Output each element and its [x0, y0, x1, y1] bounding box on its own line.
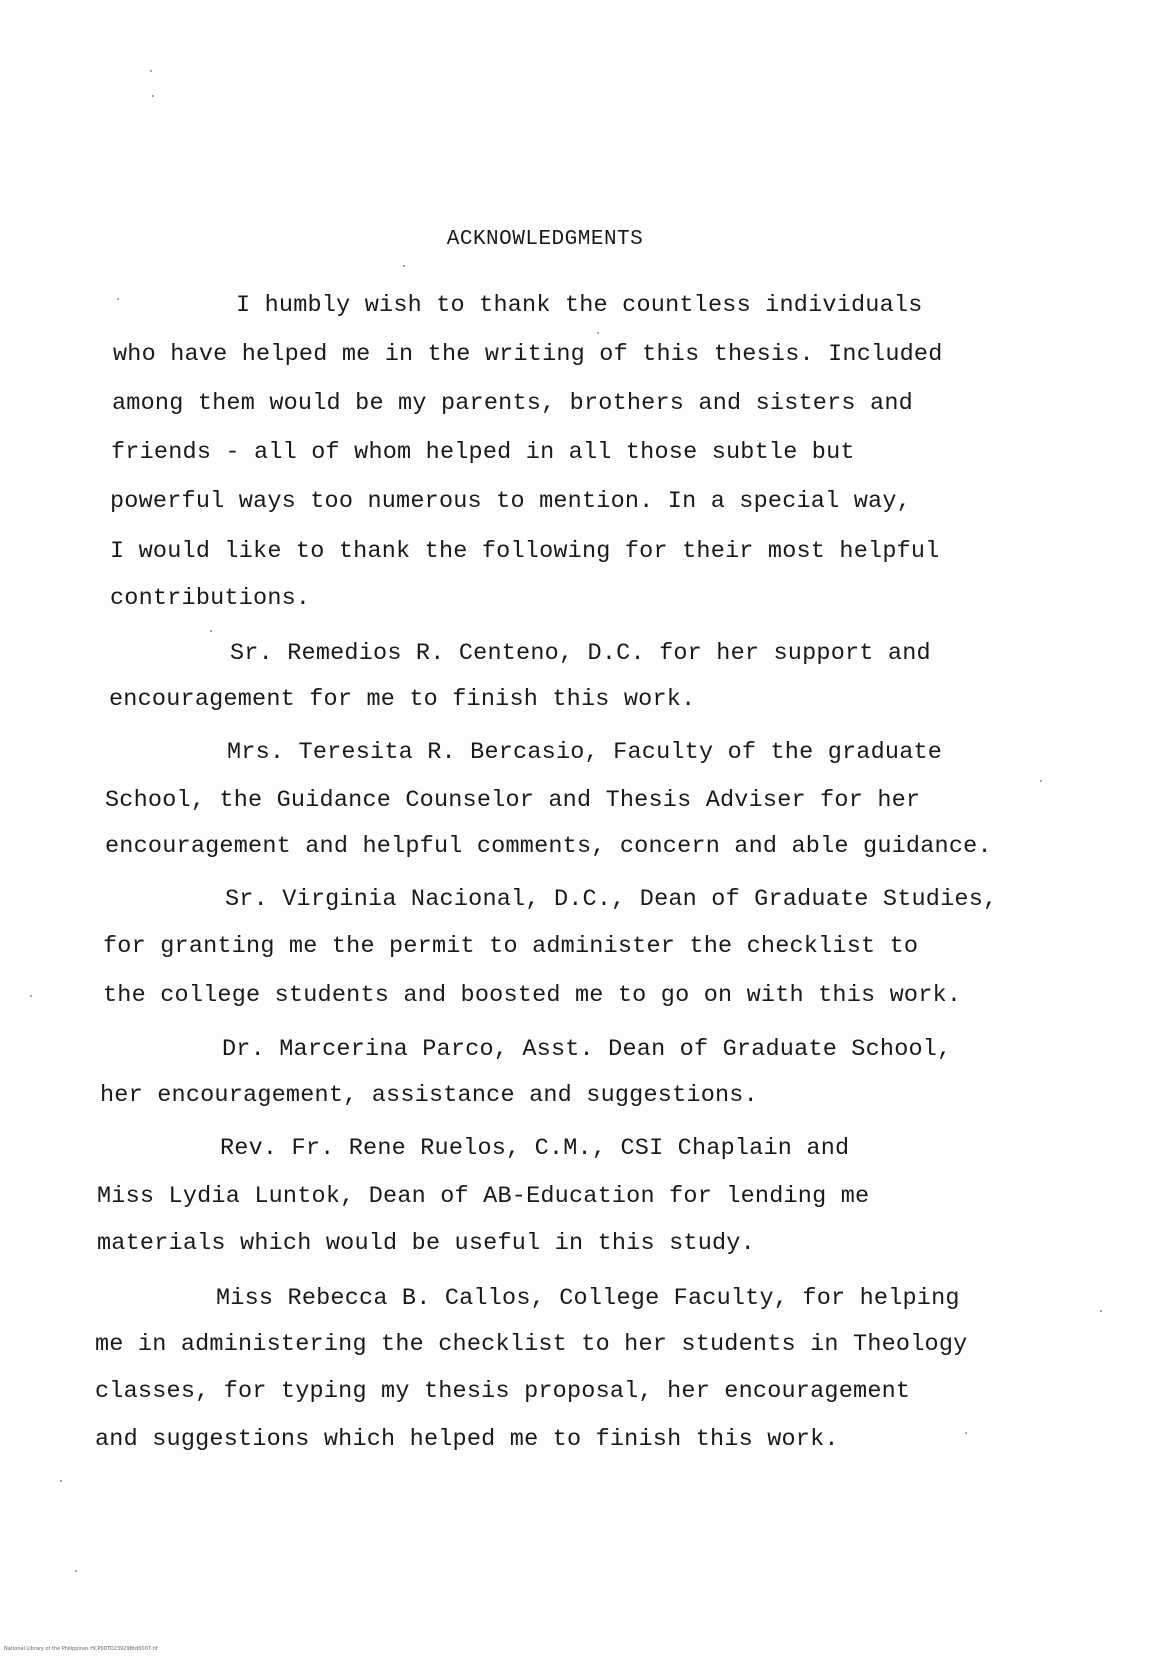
- scan-speck: [60, 1480, 62, 1482]
- scan-footer: National Library of the Philippines HCP00TD23929Btd0007.tif: [4, 1646, 158, 1652]
- scan-speck: [75, 1570, 77, 1572]
- text-line: Miss Lydia Luntok, Dean of AB-Education for lending me: [97, 1183, 870, 1210]
- scan-speck: [1100, 1310, 1102, 1312]
- text-line: Sr. Virginia Nacional, D.C., Dean of Graduate Studies,: [225, 886, 998, 913]
- scan-speck: [152, 95, 154, 97]
- scan-speck: [30, 995, 32, 997]
- scan-speck: [403, 265, 405, 267]
- text-line: the college students and boosted me to go on with this work.: [103, 982, 962, 1009]
- text-line: Sr. Remedios R. Centeno, D.C. for her support and: [230, 640, 931, 667]
- text-line: Mrs. Teresita R. Bercasio, Faculty of the graduate: [227, 739, 943, 766]
- text-line: among them would be my parents, brothers and sisters and: [112, 390, 913, 417]
- text-line: who have helped me in the writing of this thesis. Included: [113, 341, 943, 368]
- text-line: for granting me the permit to administer the checklist to: [103, 933, 919, 960]
- scan-speck: [597, 332, 599, 334]
- text-line: Rev. Fr. Rene Ruelos, C.M., CSI Chaplain and: [220, 1135, 850, 1162]
- text-line: materials which would be useful in this study.: [97, 1230, 755, 1257]
- text-line: Dr. Marcerina Parco, Asst. Dean of Graduate School,: [222, 1036, 952, 1063]
- text-line: me in administering the checklist to her students in Theology: [95, 1331, 968, 1358]
- text-line: and suggestions which helped me to finish this work.: [95, 1426, 839, 1453]
- text-line: Miss Rebecca B. Callos, College Faculty, for helping: [216, 1285, 960, 1312]
- scan-speck: [117, 298, 119, 300]
- scan-speck: [965, 1432, 967, 1434]
- text-line: encouragement and helpful comments, concern and able guidance.: [105, 833, 992, 860]
- text-line: friends - all of whom helped in all those subtle but: [111, 439, 855, 466]
- text-line: I would like to thank the following for their most helpful: [110, 538, 940, 565]
- text-line: encouragement for me to finish this work.: [109, 686, 696, 713]
- scan-speck: [150, 70, 152, 72]
- scan-speck: [210, 630, 212, 632]
- text-line: her encouragement, assistance and suggestions.: [100, 1082, 758, 1109]
- text-line: I humbly wish to thank the countless individuals: [236, 292, 923, 319]
- scan-speck: [1040, 780, 1042, 782]
- page-heading: ACKNOWLEDGMENTS: [446, 228, 644, 251]
- text-line: School, the Guidance Counselor and Thesis Adviser for her: [105, 787, 921, 814]
- text-line: classes, for typing my thesis proposal, her encouragement: [95, 1378, 911, 1405]
- text-line: contributions.: [110, 585, 311, 612]
- text-line: powerful ways too numerous to mention. In a special way,: [110, 488, 911, 515]
